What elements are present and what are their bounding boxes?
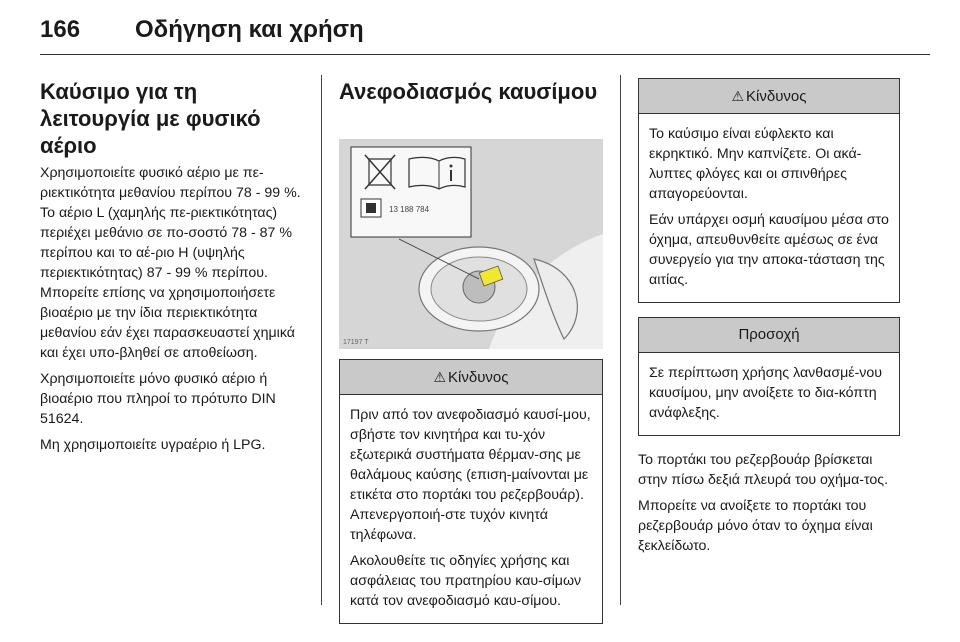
fuel-door-drawing — [339, 139, 603, 349]
paragraph: Το πορτάκι του ρεζερβουάρ βρίσκεται στην πίσω δεξιά πλευρά του οχήμα-τος. — [638, 452, 889, 488]
figure-code: 17197 T — [343, 339, 369, 346]
paragraph: Μη χρησιμοποιείτε υγραέριο ή LPG. — [40, 437, 266, 453]
paragraph: Το καύσιμο είναι εύφλεκτο και εκρηκτικό. Μην καπνίζετε. Οι ακά-λυπτες φλόγες και οι σπινθήρες απαγορεύονται. — [649, 126, 862, 202]
paragraph: Μπορείτε να ανοίξετε το πορτάκι του ρεζερβουάρ μόνο όταν το όχημα είναι ξεκλείδωτο. — [638, 498, 873, 554]
middle-column — [339, 78, 603, 624]
paragraph: Σε περίπτωση χρήσης λανθασμέ-νου καυσίμου, μην ανοίξετε το δια-κόπτη ανάφλεξης. — [649, 365, 883, 421]
warning-triangle-icon: ⚠ — [731, 88, 745, 104]
danger-box-body — [340, 395, 602, 623]
danger-box-title: Κίνδυνος — [746, 88, 807, 105]
page-header — [40, 14, 930, 55]
paragraph: Ακολουθείτε τις οδηγίες χρήσης και ασφάλειας του πρατηρίου καυ-σίμων κατά τον ανεφοδιασμό καυ-σίμου. — [350, 553, 582, 609]
paragraph: Χρησιμοποιείτε φυσικό αέριο με πε-ριεκτικότητα μεθανίου περίπου 78 - 99 %. Το αέριο L (χαμηλής πε-ριεκτικότητας) περιέχει μεθάνιο σε πο-σοστό 78 - 87 % περίπου και το αέ-ριο H (υψηλής περιεκτικότητας) 87 - 99 % περίπου. Μπορείτε επίσης να χρησιμοποιήσετε βιοαέριο με την ίδια περιεκτικότητα μεθανίου εάν έχει παρασκευαστεί χημικά και έχει υπο-βληθεί σε αποθείωση. — [40, 165, 301, 361]
caution-box-body — [639, 353, 899, 435]
danger-box-body — [639, 114, 899, 302]
column-divider-2 — [620, 75, 621, 605]
chapter-title: Οδήγηση και χρήση — [135, 16, 364, 43]
section-heading-natural-gas-fuel: Καύσιμο για τη λειτουργία με φυσικό αέριο — [40, 79, 261, 158]
caution-box-header — [639, 318, 899, 353]
danger-box-flammable — [638, 78, 900, 303]
section-heading-refueling: Ανεφοδιασμός καυσίμου — [339, 79, 598, 104]
danger-box-header — [639, 79, 899, 114]
right-column — [638, 78, 900, 562]
paragraph: Χρησιμοποιείτε μόνο φυσικό αέριο ή βιοαέριο που πληροί το πρότυπο DIN 51624. — [40, 371, 276, 427]
paragraph: Εάν υπάρχει οσμή καυσίμου μέσα στο όχημα, απευθυνθείτε αμέσως σε ένα συνεργείο για την αποκα-τάσταση της αιτίας. — [649, 212, 889, 288]
caution-box — [638, 317, 900, 436]
paragraph: Πριν από τον ανεφοδιασμό καυσί-μου, σβήστε τον κινητήρα και τυ-χόν εξωτερικά συστήματα θέρμαν-σης με θαλάμους καύσης (επιση-μαίνονται με ετικέτα στο πορτάκι του ρεζερβουάρ). Απενεργοποιή-στε τυχόν κινητά τηλέφωνα. — [350, 407, 591, 543]
caution-box-title: Προσοχή — [738, 326, 800, 343]
page-number: 166 — [40, 16, 81, 43]
column-divider-1 — [321, 75, 322, 605]
left-column — [40, 78, 308, 461]
danger-box-title: Κίνδυνος — [448, 369, 509, 386]
danger-box-header — [340, 360, 602, 395]
warning-triangle-icon: ⚠ — [433, 369, 447, 385]
label-code: 13 188 784 — [389, 205, 430, 214]
right-column-text — [638, 450, 900, 556]
danger-box-refueling — [339, 359, 603, 624]
fuel-filler-illustration — [339, 139, 603, 349]
